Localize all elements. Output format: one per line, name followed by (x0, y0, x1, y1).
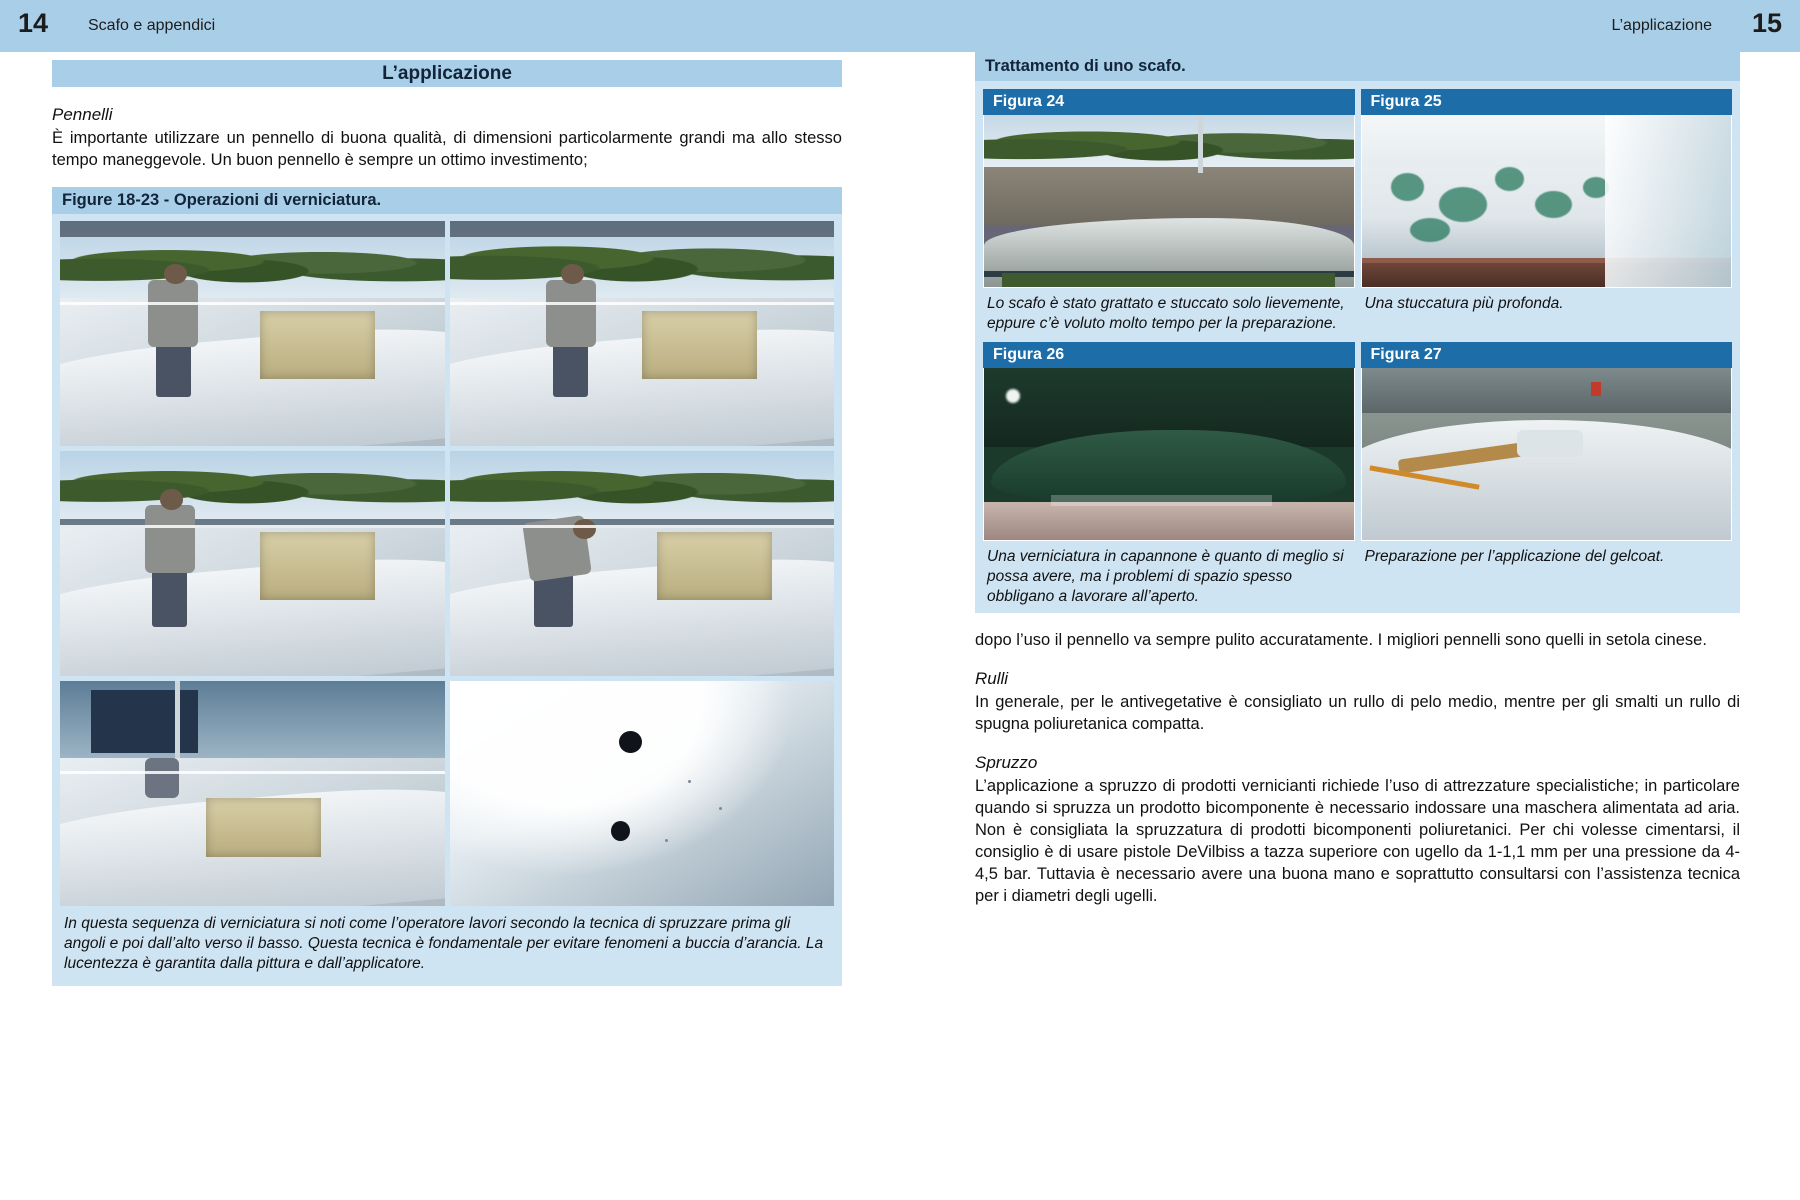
figure-25-label: Figura 25 (1361, 89, 1733, 115)
panel-row-1 (975, 81, 1740, 340)
paragraph-rulli: In generale, per le antivegetative è consigliato un rullo di pelo medio, mentre per gli smalti un rullo di spugna poliuretanica compatta. (975, 693, 1740, 733)
figure-27-caption: Preparazione per l’applicazione del gelcoat. (1364, 548, 1665, 565)
figure-27-image (1361, 368, 1733, 541)
section-title: L’applicazione (52, 60, 842, 87)
figure-26-caption: Una verniciatura in capannone è quanto di meglio si possa avere, ma i problemi di spazio spesso obbligano a lavorare all’aperto. (987, 548, 1344, 605)
paragraph-continuation: dopo l’uso il pennello va sempre pulito accuratamente. I migliori pennelli sono quelli in setola cinese. (975, 631, 1707, 649)
figure-24-image (983, 115, 1355, 288)
running-header-right (680, 0, 1800, 52)
running-title-left: Scafo e appendici (88, 17, 216, 34)
figure-25 (1361, 89, 1733, 336)
page-left (52, 52, 842, 986)
panel-heading: Trattamento di uno scafo. (975, 52, 1740, 81)
figure-26-image (983, 368, 1355, 541)
figure-photo-grid (60, 221, 834, 906)
figure-25-image (1361, 115, 1733, 288)
running-title-right: L’applicazione (1611, 17, 1712, 34)
figure-24-label: Figura 24 (983, 89, 1355, 115)
subheading-rulli: Rulli (975, 669, 1009, 688)
photo-verniciatura-4 (450, 451, 835, 676)
figure-26-label: Figura 26 (983, 342, 1355, 368)
page-number-right: 15 (1751, 8, 1782, 38)
paragraph-spruzzo: L’applicazione a spruzzo di prodotti vernicianti richiede l’uso di attrezzature specialistiche; in particolare quando si spruzza un prodotto bicomponente è necessario indossare una maschera alimentata ad aria. Non è consigliata la spruzzatura di prodotti bicomponenti poliuretanici. Per chi volesse cimentarsi, il consiglio è di usare pistole DeVilbiss a tazza superiore con ugello da 1-1,1 mm per una pressione da 4-4,5 bar. Tuttavia è necessario avere una buona mano e soprattutto consultarsi con l’assistenza tecnica per i diametri degli ugelli. (975, 777, 1740, 905)
figure-25-caption: Una stuccatura più profonda. (1364, 295, 1564, 312)
figure-27 (1361, 342, 1733, 609)
figure-26 (983, 342, 1355, 609)
subheading-pennelli: Pennelli (52, 105, 113, 124)
right-column-text (975, 629, 1740, 907)
figure-24 (983, 89, 1355, 336)
photo-verniciatura-2 (450, 221, 835, 446)
page-number-left: 14 (18, 8, 49, 38)
photo-verniciatura-3 (60, 451, 445, 676)
figure-panel-trattamento (975, 52, 1740, 613)
figure-block-heading: Figure 18-23 - Operazioni di verniciatura. (52, 187, 842, 214)
photo-verniciatura-5 (60, 681, 445, 906)
photo-dettaglio-lucentezza (450, 681, 835, 906)
figure-24-caption: Lo scafo è stato grattato e stuccato solo lievemente, eppure c’è voluto molto tempo per la preparazione. (987, 295, 1345, 332)
paragraph-pennelli: È importante utilizzare un pennello di buona qualità, di dimensioni particolarmente grandi ma allo stesso tempo maneggevole. Un buon pennello è sempre un ottimo investimento; (52, 129, 842, 169)
panel-row-2 (975, 340, 1740, 613)
figure-27-label: Figura 27 (1361, 342, 1733, 368)
page-right (975, 52, 1740, 907)
subheading-spruzzo: Spruzzo (975, 753, 1038, 772)
figure-block-caption: In questa sequenza di verniciatura si noti come l’operatore lavori secondo la tecnica di spruzzare prima gli angoli e poi dall’alto verso il basso. Questa tecnica è fondamentale per evitare fenomeni a buccia d’arancia. La lucentezza è garantita dalla pittura e dall’applicatore. (64, 915, 824, 972)
photo-verniciatura-1 (60, 221, 445, 446)
figure-block-18-23 (52, 187, 842, 986)
